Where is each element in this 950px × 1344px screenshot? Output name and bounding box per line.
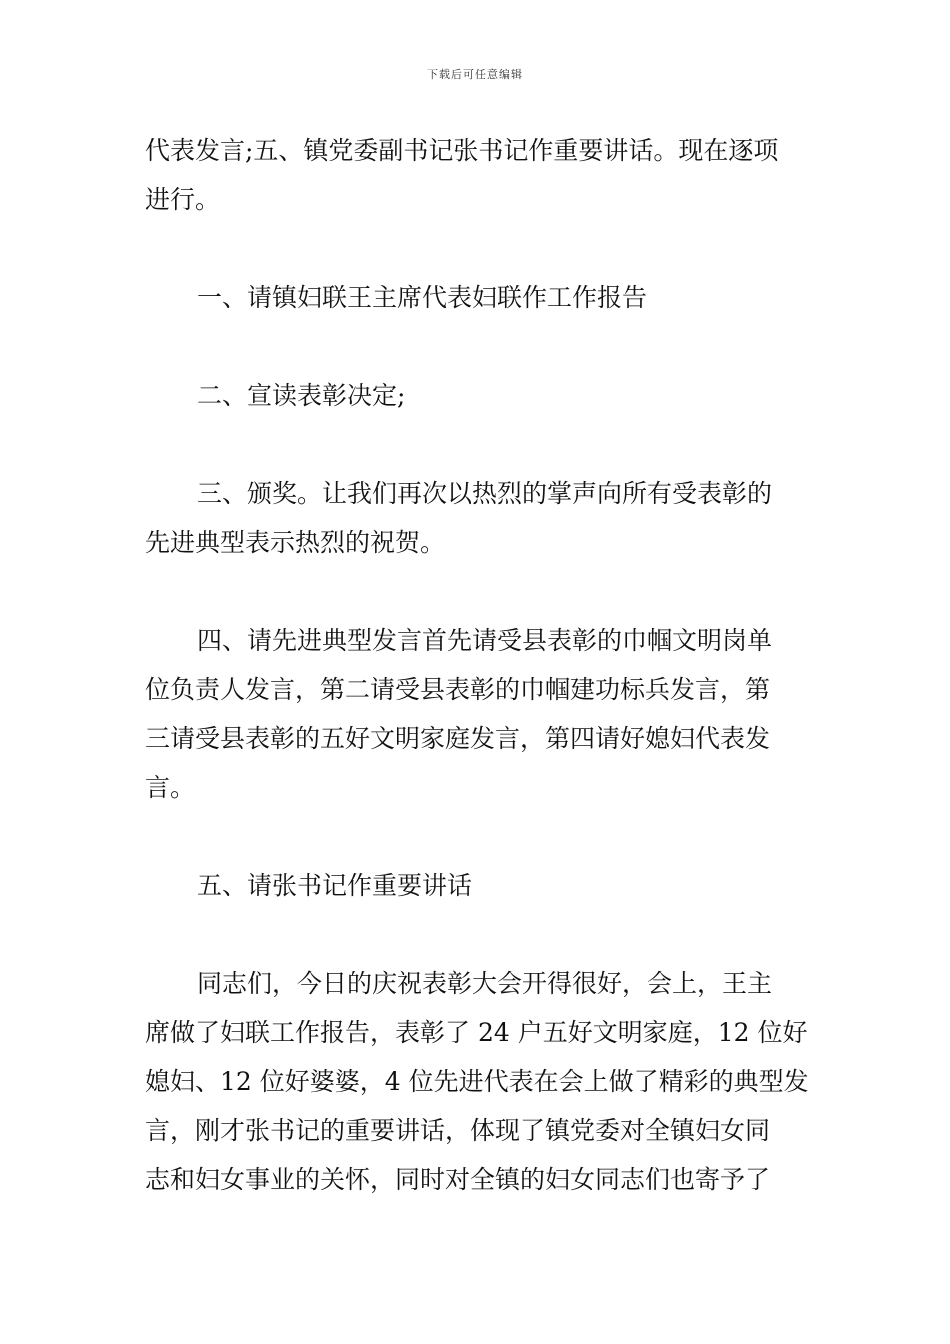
paragraph-line: 三、颁奖。让我们再次以热烈的掌声向所有受表彰的 <box>197 479 773 508</box>
paragraph-line: 进行。 <box>145 185 221 214</box>
paragraph-6 <box>145 861 807 910</box>
paragraph-5 <box>145 616 807 812</box>
paragraph-line: 席做了妇联工作报告，表彰了 24 户五好文明家庭，12 位好 <box>145 1018 808 1047</box>
paragraph-line: 言，刚才张书记的重要讲话，体现了镇党委对全镇妇女同 <box>145 1116 771 1145</box>
paragraph-1 <box>145 126 807 224</box>
paragraph-3 <box>145 371 807 420</box>
paragraph-line: 四、请先进典型发言首先请受县表彰的巾帼文明岗单 <box>197 626 773 655</box>
paragraph-line: 先进典型表示热烈的祝贺。 <box>145 528 446 557</box>
page-header: 下载后可任意编辑 <box>427 68 523 81</box>
paragraph-line: 代表发言;五、镇党委副书记张书记作重要讲话。现在逐项 <box>145 136 779 165</box>
paragraph-line: 五、请张书记作重要讲话 <box>197 871 473 900</box>
paragraph-line: 三请受县表彰的五好文明家庭发言，第四请好媳妇代表发 <box>145 724 771 753</box>
paragraph-line: 志和妇女事业的关怀，同时对全镇的妇女同志们也寄予了 <box>145 1165 771 1194</box>
paragraph-7 <box>145 959 807 1204</box>
paragraph-4 <box>145 469 807 567</box>
paragraph-line: 言。 <box>145 773 196 802</box>
paragraph-line: 位负责人发言，第二请受县表彰的巾帼建功标兵发言，第 <box>145 675 771 704</box>
document-body <box>145 126 807 1204</box>
paragraph-line: 媳妇、12 位好婆婆，4 位先进代表在会上做了精彩的典型发 <box>145 1067 809 1096</box>
paragraph-2 <box>145 273 807 322</box>
paragraph-line: 同志们，今日的庆祝表彰大会开得很好，会上，王主 <box>197 969 773 998</box>
paragraph-line: 二、宣读表彰决定; <box>197 381 406 410</box>
paragraph-line: 一、请镇妇联王主席代表妇联作工作报告 <box>197 283 648 312</box>
